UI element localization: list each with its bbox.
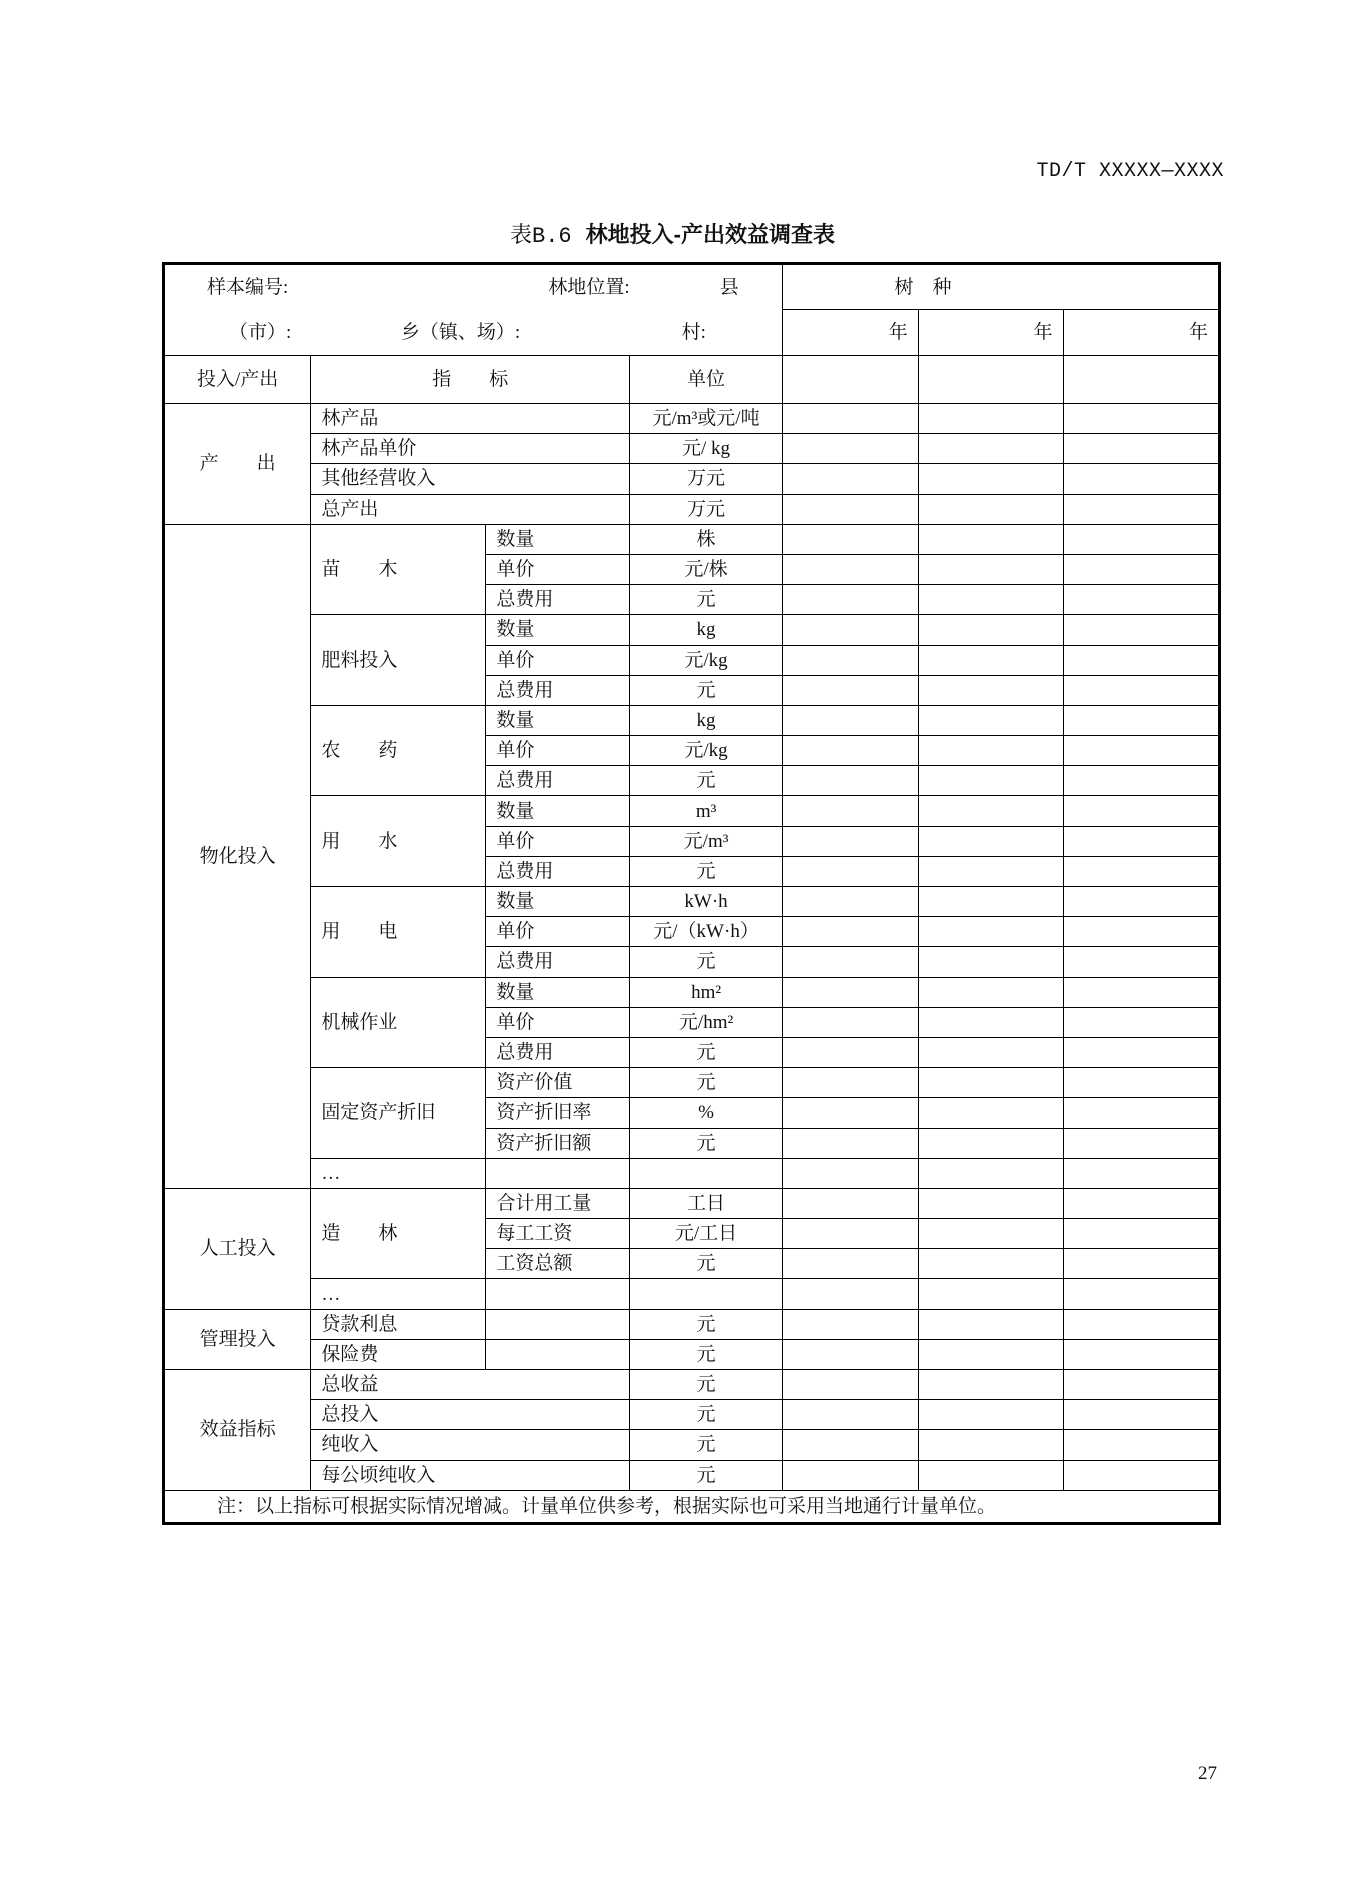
indicator-label: 保险费	[311, 1339, 486, 1369]
value-cell[interactable]	[782, 705, 918, 735]
value-cell[interactable]	[1063, 675, 1218, 705]
unit-cell: 元	[630, 1400, 783, 1430]
unit-cell: 元	[630, 1339, 783, 1369]
unit-cell: 工日	[630, 1188, 783, 1218]
subgroup-label: 农 药	[311, 705, 486, 796]
value-cell[interactable]	[918, 524, 1063, 554]
value-cell[interactable]	[1063, 1370, 1218, 1400]
value-cell[interactable]	[1063, 736, 1218, 766]
value-cell[interactable]	[1063, 766, 1218, 796]
subgroup-label: 造 林	[311, 1188, 486, 1279]
value-cell[interactable]	[918, 1430, 1063, 1460]
table-note: 注：以上指标可根据实际情况增减。计量单位供参考，根据实际也可采用当地通行计量单位。	[165, 1490, 1218, 1522]
subgroup-label: 机械作业	[311, 977, 486, 1068]
value-cell[interactable]	[1063, 1400, 1218, 1430]
unit-cell: 元	[630, 1068, 783, 1098]
unit-cell: 元	[630, 1249, 783, 1279]
value-cell[interactable]	[1063, 856, 1218, 886]
item-label: 单价	[486, 1007, 630, 1037]
material-row	[165, 1068, 1218, 1098]
value-cell[interactable]	[1063, 1188, 1218, 1218]
unit-cell: 元	[630, 947, 783, 977]
value-cell[interactable]	[1063, 1098, 1218, 1128]
unit-cell: 元	[630, 1430, 783, 1460]
indicator-label: 总产出	[311, 494, 630, 524]
value-cell[interactable]	[1063, 1219, 1218, 1249]
value-cell[interactable]	[782, 675, 918, 705]
item-label: 总费用	[486, 675, 630, 705]
unit-cell: 万元	[630, 464, 783, 494]
value-cell[interactable]	[782, 524, 918, 554]
indicator-header: 指 标	[311, 356, 630, 404]
ellipsis: …	[311, 1279, 486, 1309]
value-cell[interactable]	[782, 1188, 918, 1218]
value-cell[interactable]	[1063, 434, 1218, 464]
value-cell[interactable]	[1063, 464, 1218, 494]
item-label: 资产价值	[486, 1068, 630, 1098]
value-cell[interactable]	[782, 1037, 918, 1067]
value-cell[interactable]	[782, 1460, 918, 1490]
item-label: 工资总额	[486, 1249, 630, 1279]
item-label: 单价	[486, 917, 630, 947]
county-label: 县	[630, 265, 783, 310]
value-cell[interactable]	[918, 675, 1063, 705]
indicator-label: 总投入	[311, 1400, 630, 1430]
value-cell[interactable]	[918, 1339, 1063, 1369]
value-cell[interactable]	[782, 766, 918, 796]
item-label: 单价	[486, 736, 630, 766]
benefit-row	[165, 1370, 1218, 1400]
value-cell[interactable]	[918, 705, 1063, 735]
value-cell[interactable]	[918, 977, 1063, 1007]
benefit-row	[165, 1400, 1218, 1430]
management-row	[165, 1309, 1218, 1339]
output-row	[165, 494, 1218, 524]
value-cell[interactable]	[918, 494, 1063, 524]
column-header-row	[165, 356, 1218, 404]
subgroup-label: 用 电	[311, 887, 486, 978]
item-label: 单价	[486, 554, 630, 584]
value-cell[interactable]	[1063, 615, 1218, 645]
unit-cell: 元/（kW·h）	[630, 917, 783, 947]
material-row	[165, 705, 1218, 735]
value-cell[interactable]	[1063, 585, 1218, 615]
value-cell[interactable]	[1063, 887, 1218, 917]
value-cell[interactable]	[918, 1460, 1063, 1490]
value-cell[interactable]	[782, 494, 918, 524]
item-label: 资产折旧率	[486, 1098, 630, 1128]
unit-cell: 元/ kg	[630, 434, 783, 464]
value-cell[interactable]	[1063, 947, 1218, 977]
value-cell[interactable]	[918, 1279, 1063, 1309]
document-code: TD/T XXXXX—XXXX	[1036, 160, 1224, 183]
value-cell[interactable]	[918, 826, 1063, 856]
value-cell[interactable]	[918, 766, 1063, 796]
value-cell[interactable]	[918, 1370, 1063, 1400]
value-cell[interactable]	[918, 947, 1063, 977]
value-cell[interactable]	[1063, 826, 1218, 856]
value-cell[interactable]	[918, 917, 1063, 947]
indicator-label: 贷款利息	[311, 1309, 486, 1339]
item-label: 资产折旧额	[486, 1128, 630, 1158]
value-cell[interactable]	[918, 1188, 1063, 1218]
value-cell[interactable]	[782, 1007, 918, 1037]
labor-row	[165, 1188, 1218, 1218]
item-label: 每工工资	[486, 1219, 630, 1249]
value-cell[interactable]	[782, 826, 918, 856]
value-cell[interactable]	[918, 856, 1063, 886]
value-cell[interactable]	[1063, 796, 1218, 826]
value-cell[interactable]	[782, 1309, 918, 1339]
group-management: 管理投入	[165, 1309, 311, 1369]
item-label: 数量	[486, 887, 630, 917]
in-out-header: 投入/产出	[165, 356, 311, 404]
year-cell-2[interactable]: 年	[918, 310, 1063, 356]
material-row	[165, 887, 1218, 917]
unit-cell: 元	[630, 856, 783, 886]
subgroup-label: 苗 木	[311, 524, 486, 615]
group-benefit: 效益指标	[165, 1370, 311, 1491]
item-label: 数量	[486, 615, 630, 645]
indicator-label: 其他经营收入	[311, 464, 630, 494]
value-cell[interactable]	[1063, 1158, 1218, 1188]
group-output: 产 出	[165, 404, 311, 525]
management-row	[165, 1339, 1218, 1369]
value-cell[interactable]	[1063, 705, 1218, 735]
value-cell[interactable]	[918, 554, 1063, 584]
item-label: 总费用	[486, 585, 630, 615]
unit-cell: kg	[630, 705, 783, 735]
value-cell[interactable]	[918, 1007, 1063, 1037]
value-cell[interactable]	[918, 1400, 1063, 1430]
indicator-label: 总收益	[311, 1370, 630, 1400]
value-cell[interactable]	[782, 977, 918, 1007]
material-row	[165, 796, 1218, 826]
indicator-label: 林产品	[311, 404, 630, 434]
form-header-row-2	[165, 310, 1218, 356]
table-title-text: 林地投入-产出效益调查表	[585, 222, 835, 247]
value-cell[interactable]	[782, 1068, 918, 1098]
unit-cell: 元	[630, 675, 783, 705]
value-cell[interactable]	[1063, 494, 1218, 524]
unit-cell: 万元	[630, 494, 783, 524]
unit-cell: 元	[630, 766, 783, 796]
township-label: 乡（镇、场）:	[311, 310, 630, 356]
value-cell[interactable]	[782, 554, 918, 584]
value-cell[interactable]	[1063, 1430, 1218, 1460]
value-cell[interactable]	[782, 917, 918, 947]
value-cell[interactable]	[782, 1400, 918, 1430]
item-label: 数量	[486, 796, 630, 826]
unit-cell: 元/kg	[630, 645, 783, 675]
subgroup-label: 固定资产折旧	[311, 1068, 486, 1159]
item-label: 合计用工量	[486, 1188, 630, 1218]
subgroup-label: 肥料投入	[311, 615, 486, 706]
unit-cell: 元	[630, 1037, 783, 1067]
value-cell[interactable]	[1063, 1309, 1218, 1339]
value-cell[interactable]	[1063, 1128, 1218, 1158]
unit-cell: 元	[630, 585, 783, 615]
indicator-label: 纯收入	[311, 1430, 630, 1460]
value-cell[interactable]	[918, 645, 1063, 675]
value-cell[interactable]	[1063, 524, 1218, 554]
value-cell[interactable]	[782, 1098, 918, 1128]
value-cell[interactable]	[918, 615, 1063, 645]
unit-cell: 元	[630, 1128, 783, 1158]
unit-cell: 元/株	[630, 554, 783, 584]
village-label: 村:	[630, 310, 783, 356]
item-label: 数量	[486, 977, 630, 1007]
labor-ellipsis-row	[165, 1279, 1218, 1309]
item-label: 单价	[486, 826, 630, 856]
location-label: 林地位置:	[548, 276, 630, 298]
year-cell-3[interactable]: 年	[1063, 310, 1218, 356]
city-label: （市）:	[165, 310, 311, 356]
value-cell[interactable]	[918, 1128, 1063, 1158]
value-cell[interactable]	[782, 1370, 918, 1400]
table-title	[0, 218, 1345, 249]
value-cell[interactable]	[782, 1279, 918, 1309]
item-label: 总费用	[486, 947, 630, 977]
ellipsis: …	[311, 1158, 486, 1188]
value-cell[interactable]	[1063, 645, 1218, 675]
indicator-label: 林产品单价	[311, 434, 630, 464]
value-cell[interactable]	[782, 1128, 918, 1158]
value-cell[interactable]	[1063, 977, 1218, 1007]
value-cell[interactable]	[782, 1219, 918, 1249]
material-ellipsis-row	[165, 1158, 1218, 1188]
unit-cell: 元	[630, 1309, 783, 1339]
value-cell[interactable]	[782, 615, 918, 645]
benefit-row	[165, 1430, 1218, 1460]
value-cell[interactable]	[782, 464, 918, 494]
item-label: 单价	[486, 645, 630, 675]
form-header-row-1	[165, 265, 1218, 310]
survey-table-body	[165, 265, 1218, 1522]
page-number: 27	[1198, 1763, 1217, 1784]
value-cell[interactable]	[782, 1339, 918, 1369]
unit-cell: kW·h	[630, 887, 783, 917]
value-cell[interactable]	[918, 1037, 1063, 1067]
output-row	[165, 464, 1218, 494]
unit-header: 单位	[630, 356, 783, 404]
value-cell[interactable]	[918, 796, 1063, 826]
table-number: 表B.6	[510, 224, 572, 249]
unit-cell: 元/工日	[630, 1219, 783, 1249]
value-cell[interactable]	[782, 887, 918, 917]
group-labor: 人工投入	[165, 1188, 311, 1309]
species-label: 树 种	[782, 265, 1063, 310]
value-cell[interactable]	[918, 1098, 1063, 1128]
material-row	[165, 615, 1218, 645]
value-cell[interactable]	[1063, 404, 1218, 434]
survey-table	[165, 265, 1218, 1522]
unit-cell: 株	[630, 524, 783, 554]
value-cell[interactable]	[782, 404, 918, 434]
item-label: 总费用	[486, 1037, 630, 1067]
year-cell-1[interactable]: 年	[782, 310, 918, 356]
group-material: 物化投入	[165, 524, 311, 1188]
value-cell[interactable]	[782, 856, 918, 886]
value-cell[interactable]	[782, 434, 918, 464]
value-cell[interactable]	[918, 887, 1063, 917]
output-row	[165, 404, 1218, 434]
note-row	[165, 1490, 1218, 1522]
value-cell[interactable]	[1063, 554, 1218, 584]
survey-table-frame	[162, 262, 1221, 1525]
value-cell[interactable]	[918, 434, 1063, 464]
value-cell[interactable]	[1063, 1339, 1218, 1369]
unit-cell: kg	[630, 615, 783, 645]
unit-cell: 元	[630, 1370, 783, 1400]
value-cell[interactable]	[1063, 1460, 1218, 1490]
unit-cell: 元/hm²	[630, 1007, 783, 1037]
unit-cell: hm²	[630, 977, 783, 1007]
value-cell[interactable]	[1063, 1279, 1218, 1309]
value-cell[interactable]	[782, 585, 918, 615]
item-label: 数量	[486, 705, 630, 735]
value-cell[interactable]	[918, 1309, 1063, 1339]
output-row	[165, 434, 1218, 464]
unit-cell: 元	[630, 1460, 783, 1490]
benefit-row	[165, 1460, 1218, 1490]
item-label: 总费用	[486, 766, 630, 796]
value-cell[interactable]	[782, 736, 918, 766]
value-cell[interactable]	[1063, 1007, 1218, 1037]
value-cell[interactable]	[1063, 1249, 1218, 1279]
value-cell[interactable]	[782, 1249, 918, 1279]
item-label: 总费用	[486, 856, 630, 886]
value-cell[interactable]	[1063, 1068, 1218, 1098]
value-cell[interactable]	[918, 1219, 1063, 1249]
value-cell[interactable]	[918, 404, 1063, 434]
unit-cell: %	[630, 1098, 783, 1128]
unit-cell: m³	[630, 796, 783, 826]
subgroup-label: 用 水	[311, 796, 486, 887]
value-cell[interactable]	[782, 645, 918, 675]
value-cell[interactable]	[918, 1068, 1063, 1098]
value-cell[interactable]	[1063, 917, 1218, 947]
value-cell[interactable]	[918, 1249, 1063, 1279]
material-row	[165, 524, 1218, 554]
indicator-label: 每公顷纯收入	[311, 1460, 630, 1490]
value-cell[interactable]	[782, 1158, 918, 1188]
value-cell[interactable]	[782, 1430, 918, 1460]
unit-cell: 元/kg	[630, 736, 783, 766]
value-cell[interactable]	[918, 464, 1063, 494]
unit-cell: 元/m³或元/吨	[630, 404, 783, 434]
value-cell[interactable]	[918, 1158, 1063, 1188]
item-label: 数量	[486, 524, 630, 554]
value-cell[interactable]	[918, 736, 1063, 766]
material-row	[165, 977, 1218, 1007]
sample-no-label: 样本编号:	[207, 276, 289, 298]
unit-cell: 元/m³	[630, 826, 783, 856]
value-cell[interactable]	[1063, 1037, 1218, 1067]
value-cell[interactable]	[782, 796, 918, 826]
value-cell[interactable]	[782, 947, 918, 977]
value-cell[interactable]	[918, 585, 1063, 615]
